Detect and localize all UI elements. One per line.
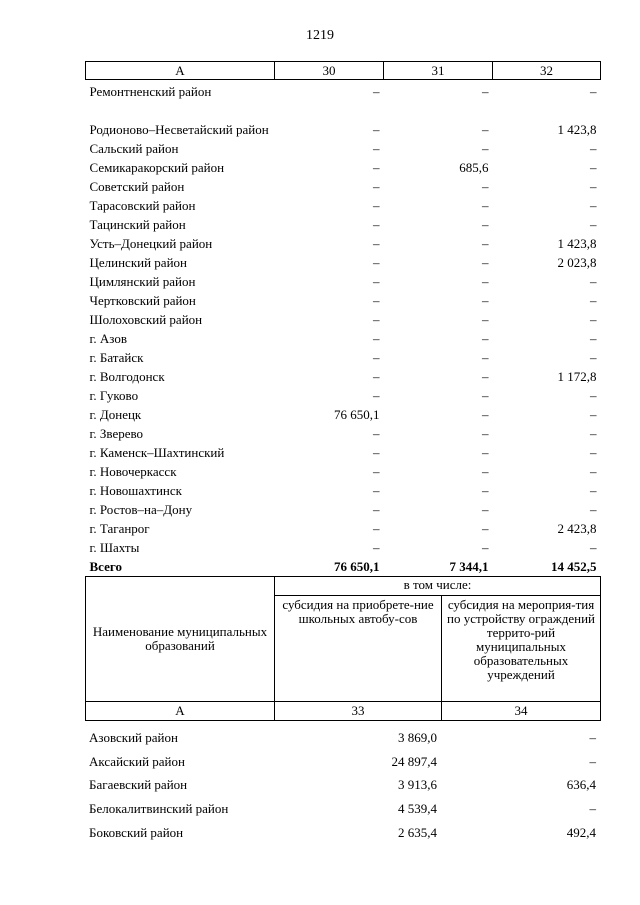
table-row: [86, 384, 601, 403]
table-row: [86, 308, 601, 327]
table-row: [86, 365, 601, 384]
value-col-30: 76 650,1: [334, 407, 380, 422]
municipality-name: Белокалитвинский район: [89, 801, 229, 817]
value-col-30: –: [373, 483, 380, 498]
municipality-name: г. Батайск: [89, 350, 144, 365]
header-col-a: А: [86, 62, 275, 80]
value-col-31: –: [482, 388, 489, 403]
table-row: [86, 99, 601, 137]
value-col-32: –: [590, 445, 597, 460]
municipality-name: Усть–Донецкий район: [89, 236, 213, 251]
value-col-32: 2 423,8: [557, 521, 597, 536]
table-row: [86, 517, 601, 536]
table-row: [86, 232, 601, 251]
municipality-name: Целинский район: [89, 255, 187, 270]
value-col-32: –: [590, 483, 597, 498]
municipality-name: Чертковский район: [89, 293, 196, 308]
subsidy-table-body: [85, 726, 600, 844]
subsidy-header-table: [85, 576, 601, 721]
municipality-name: г. Шахты: [89, 540, 140, 555]
value-col-34: 636,4: [566, 777, 596, 793]
value-col-30: –: [373, 331, 380, 346]
total-row: [86, 555, 601, 574]
value-col-31: –: [482, 464, 489, 479]
value-col-34: –: [589, 801, 596, 817]
value-col-31: –: [482, 274, 489, 289]
table-row: [86, 441, 601, 460]
subsidy-table-continued: [85, 61, 601, 574]
municipality-name: Багаевский район: [89, 777, 188, 793]
value-col-31: –: [482, 236, 489, 251]
value-col-31: –: [482, 312, 489, 327]
value-col-32: –: [590, 464, 597, 479]
municipality-name: Аксайский район: [89, 753, 185, 769]
value-col-31: –: [482, 483, 489, 498]
value-col-32: –: [590, 141, 597, 156]
value-col-32: –: [590, 388, 597, 403]
table-row: [85, 773, 600, 797]
value-col-31: –: [482, 255, 489, 270]
value-col-30: –: [373, 274, 380, 289]
total-col-30: 76 650,1: [334, 559, 380, 574]
value-col-31: –: [482, 293, 489, 308]
value-col-33: 3 913,6: [398, 777, 437, 793]
value-col-31: –: [482, 426, 489, 441]
value-col-32: –: [590, 84, 597, 99]
value-col-34: –: [589, 730, 596, 746]
value-col-30: –: [373, 350, 380, 365]
value-col-30: –: [373, 160, 380, 175]
value-col-32: –: [590, 426, 597, 441]
table-row: [85, 750, 600, 774]
total-label: Всего: [89, 559, 122, 574]
value-col-30: –: [373, 198, 380, 213]
value-col-30: –: [373, 388, 380, 403]
page-number: 1219: [306, 28, 334, 43]
table-row: [85, 820, 600, 844]
value-col-31: –: [482, 369, 489, 384]
value-col-31: –: [482, 198, 489, 213]
header-col-32: 32: [493, 62, 601, 80]
value-col-31: –: [482, 122, 489, 137]
value-col-31: –: [482, 445, 489, 460]
value-col-30: –: [373, 502, 380, 517]
table-row: [86, 327, 601, 346]
value-col-30: –: [373, 236, 380, 251]
municipality-name: г. Каменск–Шахтинский: [89, 445, 225, 460]
value-col-33: 4 539,4: [398, 801, 437, 817]
value-col-31: –: [482, 502, 489, 517]
table-row: [86, 479, 601, 498]
value-col-30: –: [373, 255, 380, 270]
table-row: [86, 536, 601, 555]
table-row: [86, 289, 601, 308]
value-col-31: –: [482, 84, 489, 99]
table-row: [86, 251, 601, 270]
value-col-31: –: [482, 179, 489, 194]
header-including: в том числе:: [275, 577, 601, 596]
value-col-32: –: [590, 217, 597, 232]
value-col-30: –: [373, 521, 380, 536]
municipality-name: Цимлянский район: [89, 274, 196, 289]
header-col-33: субсидия на приобрете-ние школьных автобу-сов: [275, 596, 442, 702]
value-col-30: –: [373, 540, 380, 555]
municipality-name: Тарасовский район: [89, 198, 196, 213]
municipality-name: г. Зверево: [89, 426, 144, 441]
value-col-30: –: [373, 217, 380, 232]
table-row: [86, 270, 601, 289]
value-col-32: –: [590, 540, 597, 555]
value-col-31: –: [482, 540, 489, 555]
value-col-32: –: [590, 160, 597, 175]
table-row: [86, 213, 601, 232]
municipality-name: г. Таганрог: [89, 521, 150, 536]
value-col-32: –: [590, 502, 597, 517]
value-col-30: –: [373, 426, 380, 441]
table-row: [86, 460, 601, 479]
municipality-name: Азовский район: [89, 730, 178, 746]
value-col-32: –: [590, 274, 597, 289]
municipality-name: Шолоховский район: [89, 312, 203, 327]
value-col-31: –: [482, 217, 489, 232]
municipality-name: г. Новочеркасск: [89, 464, 177, 479]
table-row: [86, 156, 601, 175]
municipality-name: Тацинский район: [89, 217, 186, 232]
table-row: [86, 175, 601, 194]
table-row: [85, 797, 600, 821]
value-col-30: –: [373, 141, 380, 156]
value-col-32: 2 023,8: [557, 255, 597, 270]
value-col-30: –: [373, 84, 380, 99]
value-col-32: –: [590, 312, 597, 327]
value-col-34: –: [589, 753, 596, 769]
value-col-31: –: [482, 521, 489, 536]
municipality-name: г. Волгодонск: [89, 369, 165, 384]
table-row: [86, 194, 601, 213]
value-col-33: 3 869,0: [398, 730, 437, 746]
header-municipality-name: Наименование муниципальных образований: [86, 577, 275, 702]
value-col-31: –: [482, 350, 489, 365]
value-col-33: 2 635,4: [398, 824, 437, 840]
value-col-31: –: [482, 331, 489, 346]
municipality-name: г. Новошахтинск: [89, 483, 182, 498]
municipality-name: г. Азов: [89, 331, 127, 346]
value-col-31: 685,6: [459, 160, 489, 175]
table-row: [86, 346, 601, 365]
header-row-group: [86, 577, 601, 596]
header-col-34-num: 34: [442, 702, 601, 721]
header-col-31: 31: [384, 62, 493, 80]
header-col-30: 30: [275, 62, 384, 80]
value-col-32: –: [590, 350, 597, 365]
table-row: [86, 422, 601, 441]
value-col-32: –: [590, 293, 597, 308]
header-col-a-2: А: [86, 702, 275, 721]
header-row-numbers: [86, 702, 601, 721]
total-col-31: 7 344,1: [449, 559, 489, 574]
table-row: [86, 498, 601, 517]
municipality-name: г. Гуково: [89, 388, 139, 403]
value-col-30: –: [373, 464, 380, 479]
municipality-name: г. Донецк: [89, 407, 142, 422]
municipality-name: Сальский район: [89, 141, 179, 156]
total-col-32: 14 452,5: [551, 559, 597, 574]
table-header-row: [86, 62, 601, 80]
value-col-31: –: [482, 407, 489, 422]
value-col-32: –: [590, 198, 597, 213]
value-col-32: 1 423,8: [557, 236, 597, 251]
value-col-32: –: [590, 331, 597, 346]
value-col-32: –: [590, 407, 597, 422]
municipality-name: Ремонтненский район: [89, 84, 212, 99]
header-col-34: субсидия на мероприя-тия по устройству ограждений террито-рий муниципальных образовательных учреждений: [442, 596, 601, 702]
value-col-30: –: [373, 122, 380, 137]
municipality-name: Семикаракорский район: [89, 160, 225, 175]
municipality-name: Боковский район: [89, 824, 184, 840]
municipality-name: Родионово–Несветайский район: [89, 122, 269, 137]
value-col-32: 1 172,8: [557, 369, 597, 384]
value-col-30: –: [373, 312, 380, 327]
table-row: [86, 137, 601, 156]
header-col-33-num: 33: [275, 702, 442, 721]
table-row: [86, 403, 601, 422]
value-col-30: –: [373, 179, 380, 194]
value-col-33: 24 897,4: [391, 753, 437, 769]
table-row: [85, 726, 600, 750]
municipality-name: Советский район: [89, 179, 185, 194]
value-col-30: –: [373, 293, 380, 308]
table-row: [86, 80, 601, 100]
municipality-name: г. Ростов–на–Дону: [89, 502, 193, 517]
value-col-32: –: [590, 179, 597, 194]
value-col-31: –: [482, 141, 489, 156]
value-col-34: 492,4: [566, 824, 596, 840]
value-col-30: –: [373, 369, 380, 384]
value-col-32: 1 423,8: [557, 122, 597, 137]
value-col-30: –: [373, 445, 380, 460]
